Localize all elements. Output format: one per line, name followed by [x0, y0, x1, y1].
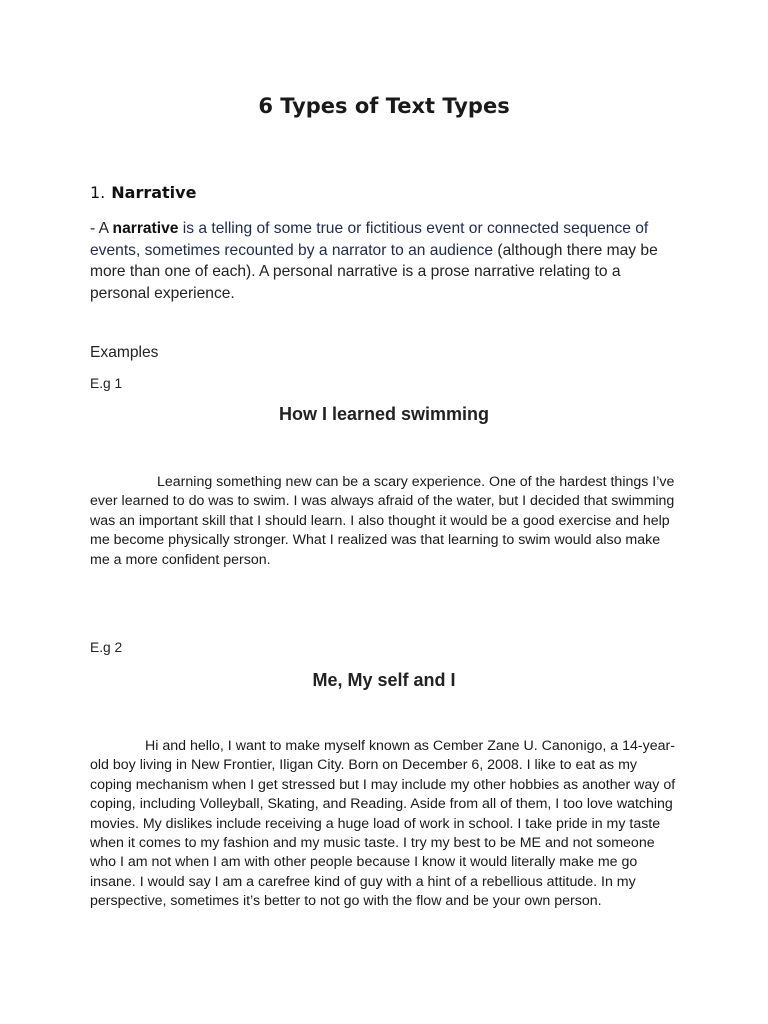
definition-term: narrative: [112, 220, 179, 237]
example-1-label: E.g 1: [90, 376, 123, 391]
section-name: Narrative: [111, 183, 197, 202]
definition-prefix: - A: [90, 220, 113, 237]
section-number: 1.: [90, 183, 106, 202]
document-title: 6 Types of Text Types: [258, 94, 510, 118]
example-2-body: Hi and hello, I want to make myself known as Cember Zane U. Canonigo, a 14-year-old boy living in New Frontier, Iligan City. Born on December 6, 2008. I like to eat as my coping mechanism when I get stressed but I may include my other hobbies as another way of coping, including Volleyball, Skating, and Reading. Aside from all of them, I too love watching movies. My dislikes include receiving a huge load of work in school. I take pride in my taste when it comes to my fashion and my music taste. I try my best to be ME and not someone who I am not when I am with other people because I know it would literally make me go insane. I would say I am a carefree kind of guy with a hint of a rebellious attitude. In my perspective, sometimes it’s better to not go with the flow and be your own person.: [90, 738, 676, 910]
example-1-title: How I learned swimming: [278, 404, 490, 424]
definition-rest: (although there may be more than one of each). A personal narrative is a prose narrative relating to a personal experience.: [90, 241, 658, 302]
definition-main: is a telling of some true or fictitious event or connected sequence of events, sometimes recounted by a narrator to an audience: [90, 220, 649, 259]
section-heading: [90, 183, 196, 202]
narrative-definition: [90, 218, 682, 304]
example-2-label: E.g 2: [90, 640, 123, 655]
example-1-body: Learning something new can be a scary experience. One of the hardest things I’ve ever learned to do was to swim. I was always afraid of the water, but I decided that swimming was an important skill that I should learn. I also thought it would be a good exercise and help me become physically stronger. What I realized was that learning to swim would also make me a more confident person.: [90, 474, 675, 568]
example-2-title: Me, My self and I: [312, 670, 456, 690]
examples-label: Examples: [90, 344, 159, 361]
